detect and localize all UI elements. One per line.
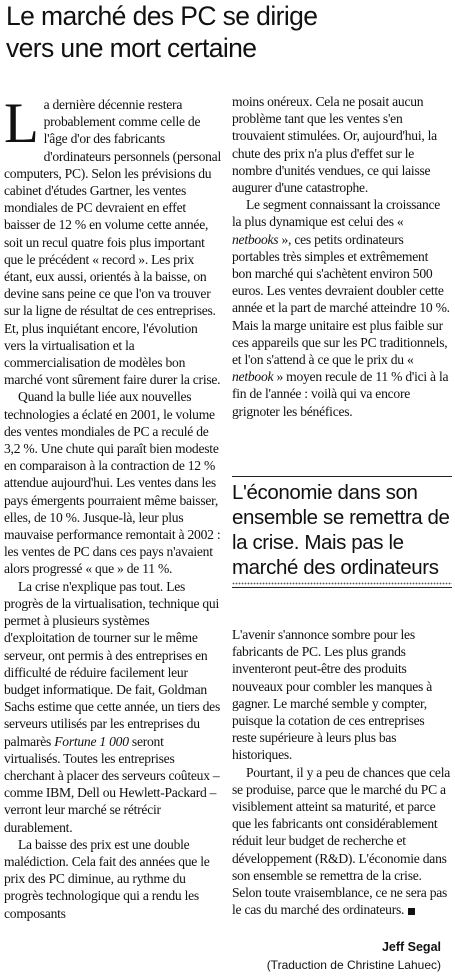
paragraph-8-text: Pourtant, il y a peu de chances que cela se produise, parce que le marché du PC a visiblement atteint sa maturité, et parce que les fabricants ont considérablement réduit leur budget de recherche et développement (R&D). L'économie dans son ensemble se remettra de la crise. Selon toute vraisemblance, ce ne sera pas le cas du marché des ordinateurs. xyxy=(232,764,451,918)
column-left xyxy=(4,92,222,922)
paragraph-3-text-a: La crise n'explique pas tout. Les progrès de la virtualisation, technique qui permet à plusieurs systèmes d'exploitation de tourner sur le même serveur, ont permis à des entreprises en difficulté de réduire facilement leur budget informatique. De fait, Goldman Sachs estime que cette année, un tiers des serveurs utilisés par les entreprises du palmarès xyxy=(4,578,220,749)
paragraph-6-text-a: Le segment connaissant la croissance la plus dynamique est celui des « xyxy=(232,197,441,230)
paragraph-2: Quand la bulle liée aux nouvelles technologies a éclaté en 2001, le volume des ventes mondiales de PC a reculé de 3,2 %. Une chute qui paraît bien modeste en comparaison à la contraction de 12 % attendue aujourd'hui. Les ventes dans les pays émergents pourraient même baisser, elles, de 10 %. Jusque-là, leur plus mauvaise performance remontait à 2002 : les ventes de PC dans ces pays n'avaient alors progressé « que » de 11 %. xyxy=(4,389,221,577)
end-mark-icon xyxy=(408,908,415,915)
author-byline: Jeff Segal xyxy=(381,940,441,954)
paragraph-6-text-b: », ces petits ordinateurs portables très simples et extrêmement bon marché qui s'achètent environ 500 euros. Les ventes devraient doubler cette année et la part de marché atteindre 10 %. Mais la marge unitaire est plus faible sur ces appareils que sur les PC traditionnels, et l'on s'attend à ce que le prix du « xyxy=(232,231,450,368)
paragraph-1-text: a dernière décennie restera probablement comme celle de l'âge d'or des fabricants d'ordinateurs personnels (personal computers, PC). Selon les prévisions du cabinet d'études Gartner, les ventes mondiales de PC devraient en effet baisser de 12 % en volume cette année, soit un recul quatre fois plus important que le précédent « record ». Les prix étant, eux aussi, orientés à la baisse, on devine sans peine ce que l'on va trouver sur la ligne de résultat de ces entreprises. Et, plus inquiétant encore, l'évolution vers la virtualisation et la commercialisation de modèles bon marché vont sûrement faire durer la crise. xyxy=(4,97,221,388)
column-right-bottom xyxy=(232,626,450,918)
pull-quote-text: L'économie dans son ensemble se remettra de la crise. Mais pas le marché des ordinateurs xyxy=(232,481,450,579)
paragraph-7: L'avenir s'annonce sombre pour les fabricants de PC. Les plus grands inventeront peut-être des produits nouveaux pour combler les manques à gagner. Le marché semble y compter, puisque la cotation de ces entreprises reste supérieure à leurs plus bas historiques. xyxy=(232,627,433,763)
netbook-term: netbook xyxy=(232,369,274,385)
paragraph-3-text-b: seront virtualisés. Toutes les entreprises cherchant à placer des serveurs coûteux – comme IBM, Dell ou Hewlett-Packard – verront leur marché se rétrécir durablement. xyxy=(4,733,220,835)
drop-cap: L xyxy=(4,92,39,155)
paragraph-6 xyxy=(232,196,450,420)
headline-line-2: vers une mort certaine xyxy=(6,33,257,63)
paragraph-6-text-c: » moyen recule de 11 % d'ici à la fin de l'année : voilà qui va encore grignoter les bénéfices. xyxy=(232,369,449,419)
headline-line-1: Le marché des PC se dirige xyxy=(6,1,318,31)
translation-credit: (Traduction de Christine Lahuec) xyxy=(266,958,441,972)
article-headline xyxy=(6,0,446,64)
fortune-title: Fortune 1 000 xyxy=(54,733,129,749)
paragraph-5: moins onéreux. Cela ne posait aucun problème tant que les ventes s'en trouvaient stimulées. Or, aujourd'hui, la chute des prix n'a plus d'effet sur le nombre d'unités vendues, ce qui laisse augurer d'une catastrophe. xyxy=(232,94,437,196)
paragraph-4: La baisse des prix est une double malédiction. Cela fait des années que le prix des PC diminue, au rythme du progrès technologique qui a rendu les composants xyxy=(4,836,210,921)
netbooks-term: netbooks xyxy=(232,231,279,247)
pull-quote-dotted-rule xyxy=(232,582,452,585)
paragraph-1 xyxy=(4,92,222,388)
paragraph-8 xyxy=(232,764,450,919)
pull-quote xyxy=(232,476,452,588)
paragraph-3 xyxy=(4,578,222,836)
column-right-top xyxy=(232,93,450,420)
